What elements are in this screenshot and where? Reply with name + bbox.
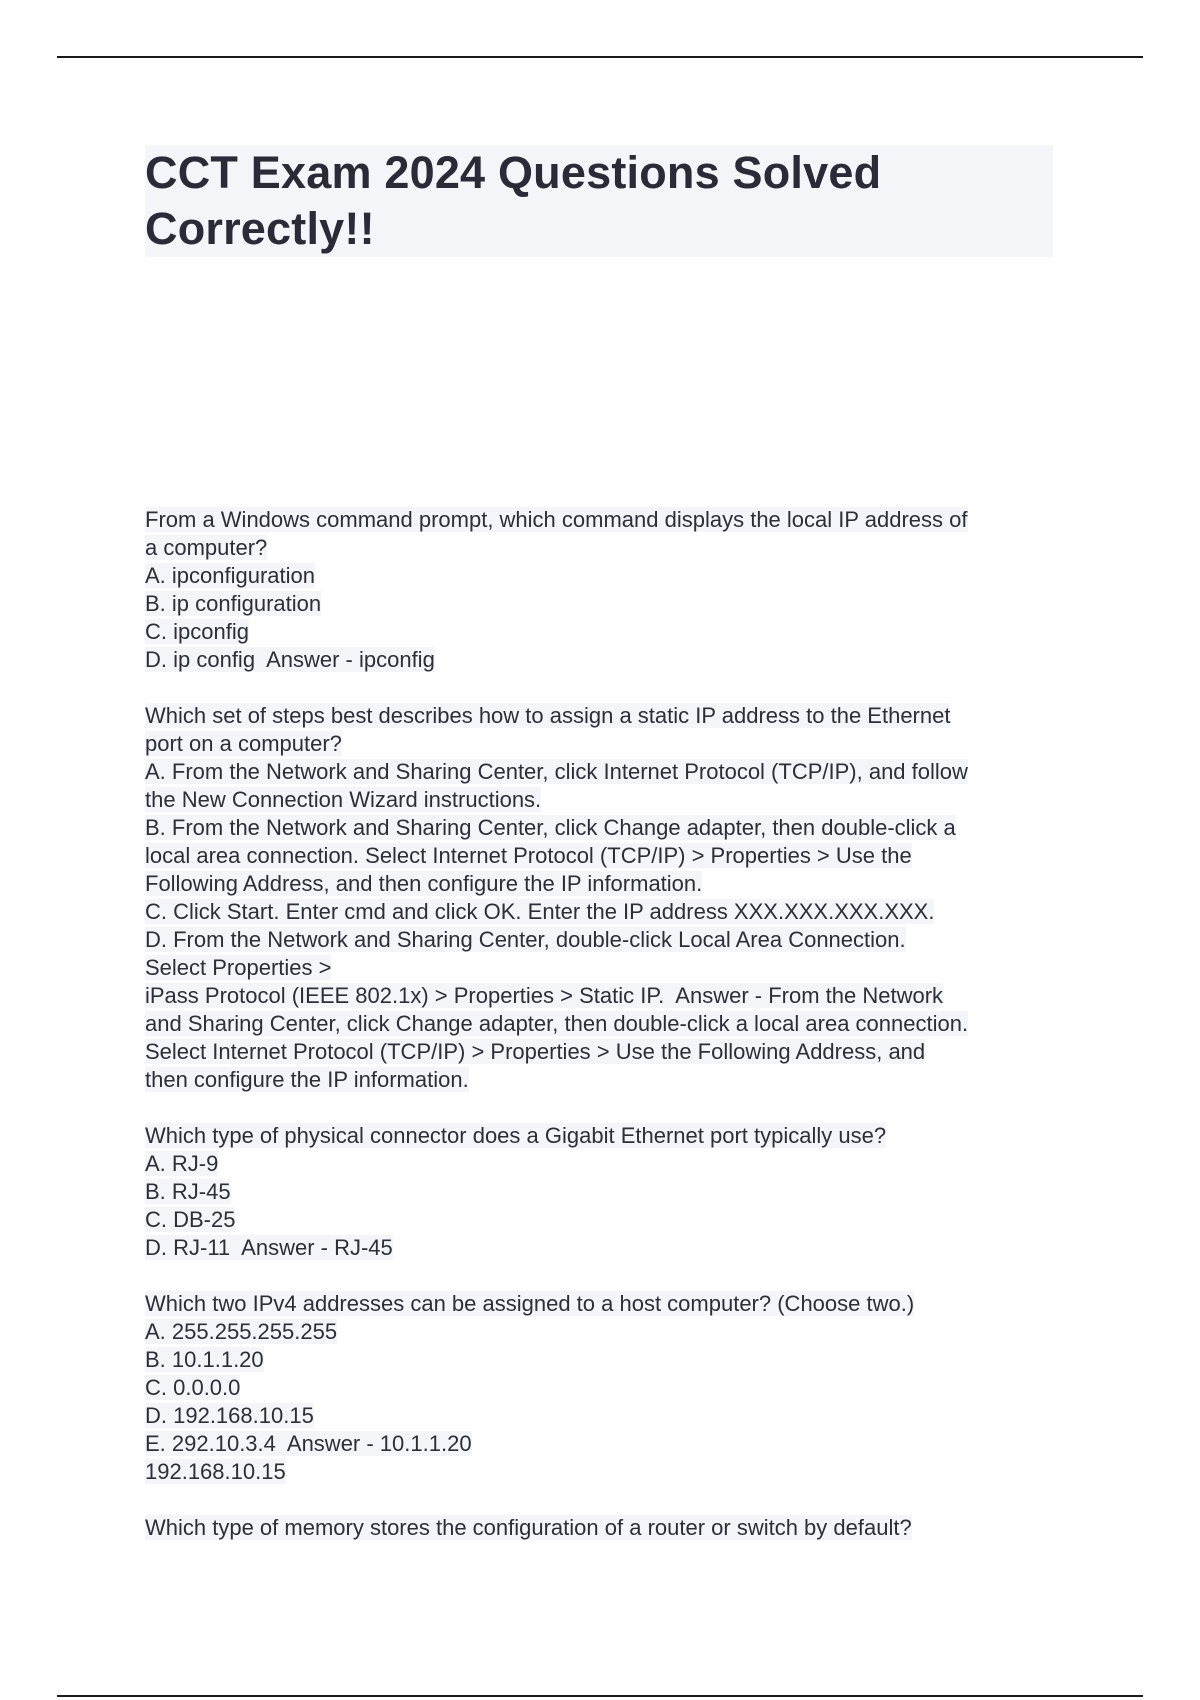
- question-line-text: D. From the Network and Sharing Center, double-click Local Area Connection.: [145, 927, 906, 952]
- question-block: [145, 702, 1065, 1094]
- question-line-text: a computer?: [145, 535, 268, 560]
- question-line: [145, 562, 1065, 590]
- question-line-text: C. DB-25: [145, 1207, 236, 1232]
- question-line-text: Select Properties >: [145, 955, 332, 980]
- question-line-text: Which type of physical connector does a Gigabit Ethernet port typically use?: [145, 1123, 887, 1148]
- question-line-text: Select Internet Protocol (TCP/IP) > Properties > Use the Following Address, and: [145, 1039, 926, 1064]
- question-line: [145, 1234, 1065, 1262]
- question-line-text: D. 192.168.10.15: [145, 1403, 314, 1428]
- question-line-text: iPass Protocol (IEEE 802.1x) > Properties > Static IP. Answer - From the Network: [145, 983, 944, 1008]
- question-line-text: C. ipconfig: [145, 619, 249, 644]
- title-line-2: Correctly!!: [145, 203, 375, 254]
- question-line: [145, 1430, 1065, 1458]
- question-line-text: Which two IPv4 addresses can be assigned to a host computer? (Choose two.): [145, 1291, 915, 1316]
- question-line-text: Following Address, and then configure the IP information.: [145, 871, 703, 896]
- question-line-text: the New Connection Wizard instructions.: [145, 787, 542, 812]
- question-line-text: local area connection. Select Internet Protocol (TCP/IP) > Properties > Use the: [145, 843, 912, 868]
- question-line-text: then configure the IP information.: [145, 1067, 469, 1092]
- question-line-text: A. 255.255.255.255: [145, 1319, 338, 1344]
- title-block: [145, 145, 1053, 257]
- question-line-text: and Sharing Center, click Change adapter, then double-click a local area connection.: [145, 1011, 969, 1036]
- question-line: [145, 1122, 1065, 1150]
- question-line: [145, 1346, 1065, 1374]
- question-line: [145, 534, 1065, 562]
- question-line: [145, 1010, 1065, 1038]
- question-line-text: D. ip config Answer - ipconfig: [145, 647, 435, 672]
- question-line: [145, 702, 1065, 730]
- question-line: [145, 506, 1065, 534]
- bottom-rule: [57, 1695, 1143, 1697]
- question-line: [145, 1318, 1065, 1346]
- question-line: [145, 1290, 1065, 1318]
- question-line: [145, 814, 1065, 842]
- question-line-text: E. 292.10.3.4 Answer - 10.1.1.20: [145, 1431, 472, 1456]
- question-block: [145, 506, 1065, 674]
- question-line-text: Which type of memory stores the configuration of a router or switch by default?: [145, 1515, 912, 1540]
- question-line-text: D. RJ-11 Answer - RJ-45: [145, 1235, 393, 1260]
- document-title: [145, 145, 1053, 257]
- question-line: [145, 730, 1065, 758]
- question-line: [145, 646, 1065, 674]
- question-line: [145, 1458, 1065, 1486]
- question-line: [145, 1206, 1065, 1234]
- question-line-text: A. RJ-9: [145, 1151, 219, 1176]
- question-line: [145, 1150, 1065, 1178]
- question-line: [145, 1514, 1065, 1542]
- question-block: [145, 1290, 1065, 1486]
- question-line: [145, 618, 1065, 646]
- question-line: [145, 982, 1065, 1010]
- title-line-1: CCT Exam 2024 Questions Solved: [145, 147, 882, 198]
- question-line: [145, 1038, 1065, 1066]
- question-line: [145, 926, 1065, 954]
- question-line-text: B. From the Network and Sharing Center, click Change adapter, then double-click a: [145, 815, 956, 840]
- question-block: [145, 1122, 1065, 1262]
- questions-list: [145, 506, 1065, 1570]
- question-line: [145, 758, 1065, 786]
- question-line: [145, 898, 1065, 926]
- question-block: [145, 1514, 1065, 1542]
- top-rule: [57, 56, 1143, 58]
- question-line-text: B. 10.1.1.20: [145, 1347, 264, 1372]
- question-line: [145, 954, 1065, 982]
- question-line-text: C. 0.0.0.0: [145, 1375, 241, 1400]
- question-line: [145, 1178, 1065, 1206]
- question-line-text: C. Click Start. Enter cmd and click OK. Enter the IP address XXX.XXX.XXX.XXX.: [145, 899, 935, 924]
- question-line-text: B. RJ-45: [145, 1179, 231, 1204]
- question-line: [145, 842, 1065, 870]
- question-line-text: Which set of steps best describes how to assign a static IP address to the Ethernet: [145, 703, 951, 728]
- question-line-text: A. From the Network and Sharing Center, click Internet Protocol (TCP/IP), and follow: [145, 759, 968, 784]
- question-line-text: 192.168.10.15: [145, 1459, 286, 1484]
- question-line-text: A. ipconfiguration: [145, 563, 315, 588]
- question-line: [145, 870, 1065, 898]
- question-line: [145, 786, 1065, 814]
- question-line: [145, 1374, 1065, 1402]
- question-line: [145, 1402, 1065, 1430]
- question-line: [145, 1066, 1065, 1094]
- question-line: [145, 590, 1065, 618]
- question-line-text: B. ip configuration: [145, 591, 322, 616]
- question-line-text: port on a computer?: [145, 731, 342, 756]
- question-line-text: From a Windows command prompt, which command displays the local IP address of: [145, 507, 968, 532]
